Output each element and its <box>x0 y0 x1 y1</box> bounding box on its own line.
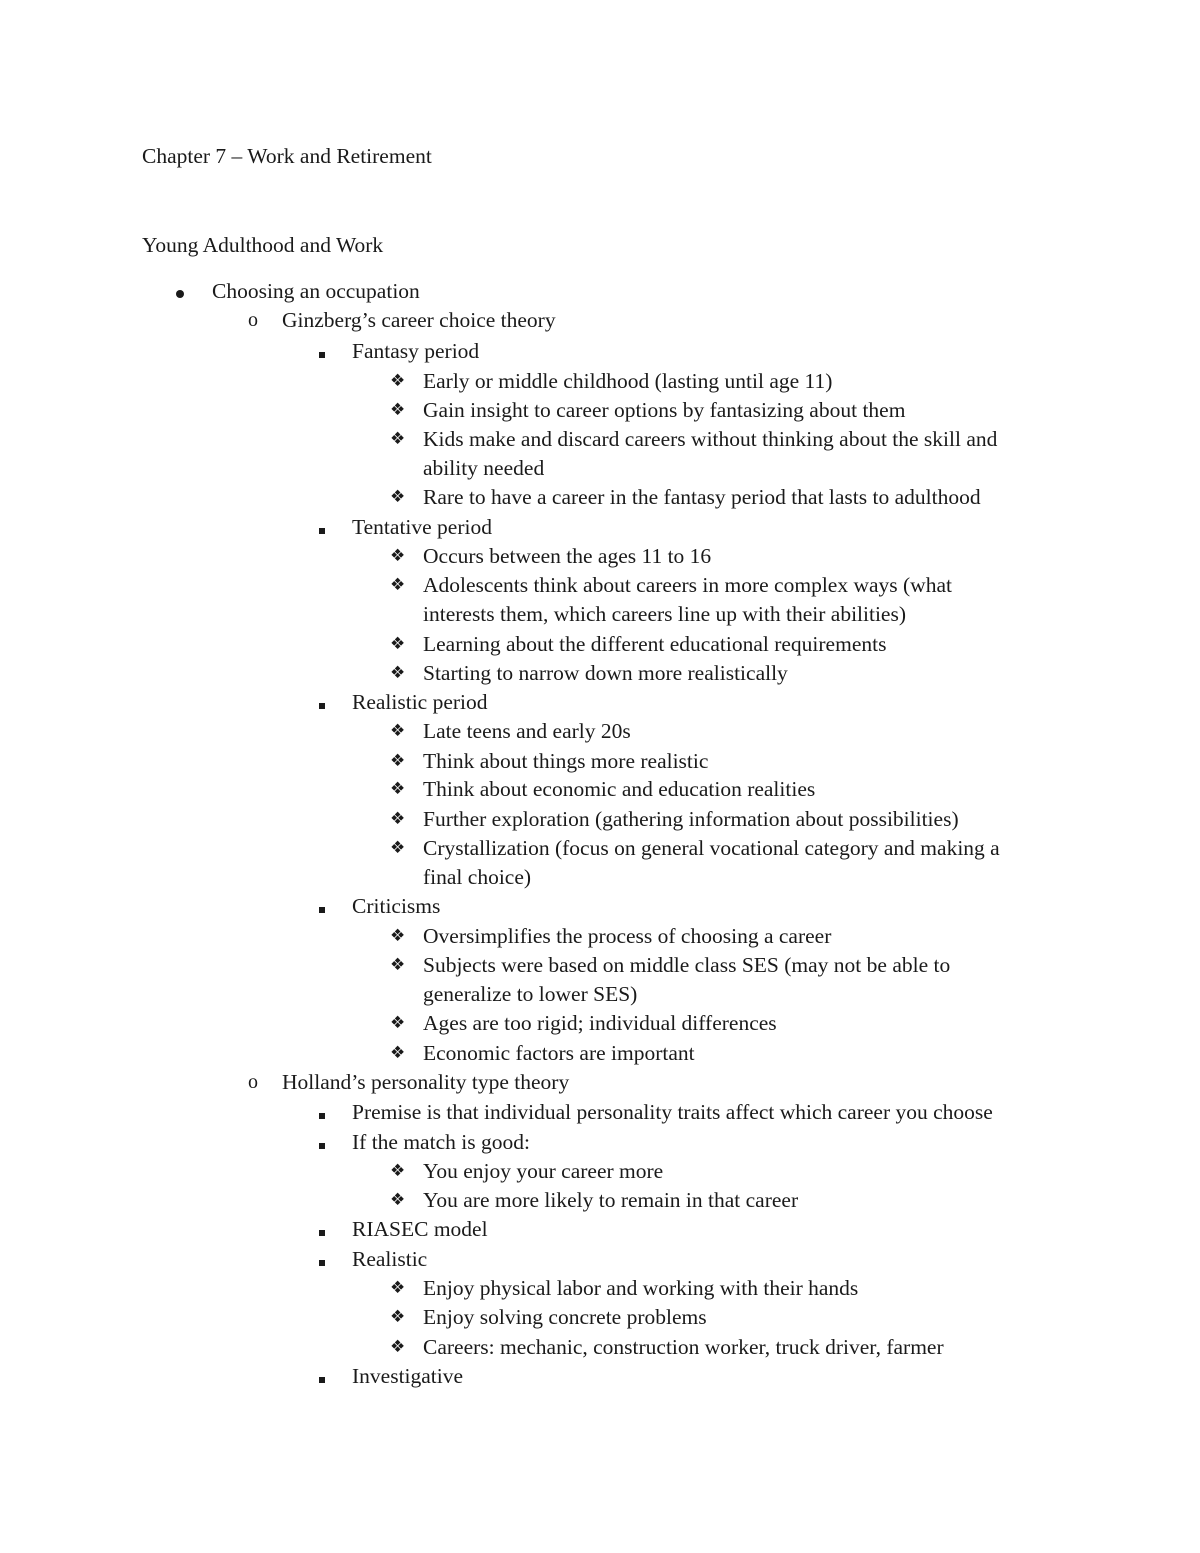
list-item: Enjoy physical labor and working with their hands <box>423 1276 859 1300</box>
list-item-match: If the match is good: <box>352 1130 530 1154</box>
bullet-diamond: ❖ <box>390 575 406 595</box>
bullet-diamond: ❖ <box>390 1013 406 1033</box>
bullet-diamond: ❖ <box>390 546 406 566</box>
list-item: Kids make and discard careers without thinking about the skill and <box>423 427 998 451</box>
document-title: Chapter 7 – Work and Retirement <box>142 144 432 168</box>
bullet-square <box>319 687 325 717</box>
bullet-square <box>319 1097 325 1127</box>
bullet-diamond: ❖ <box>390 634 406 654</box>
bullet-square <box>319 336 325 366</box>
list-item: Subjects were based on middle class SES (may not be able to <box>423 953 951 977</box>
list-item-premise: Premise is that individual personality traits affect which career you choose <box>352 1100 993 1124</box>
list-item: Think about economic and education realities <box>423 777 816 801</box>
section-heading: Young Adulthood and Work <box>142 233 384 257</box>
bullet-dot <box>176 276 184 306</box>
bullet-diamond: ❖ <box>390 1337 406 1357</box>
bullet-circle: o <box>248 1071 258 1093</box>
list-item: Enjoy solving concrete problems <box>423 1305 707 1329</box>
list-item: Think about things more realistic <box>423 749 709 773</box>
bullet-diamond: ❖ <box>390 400 406 420</box>
bullet-diamond: ❖ <box>390 487 406 507</box>
list-item: Adolescents think about careers in more complex ways (what <box>423 573 952 597</box>
list-item: Economic factors are important <box>423 1041 695 1065</box>
bullet-diamond: ❖ <box>390 955 406 975</box>
list-item-realistic-period: Realistic period <box>352 690 488 714</box>
bullet-diamond: ❖ <box>390 779 406 799</box>
bullet-diamond: ❖ <box>390 1307 406 1327</box>
list-item-tentative-period: Tentative period <box>352 515 492 539</box>
list-item-continuation: final choice) <box>423 865 532 889</box>
bullet-diamond: ❖ <box>390 926 406 946</box>
list-item: Crystallization (focus on general vocational category and making a <box>423 836 1000 860</box>
bullet-diamond: ❖ <box>390 371 406 391</box>
list-item: Learning about the different educational requirements <box>423 632 887 656</box>
list-item-continuation: interests them, which careers line up with their abilities) <box>423 602 907 626</box>
list-item-fantasy-period: Fantasy period <box>352 339 480 363</box>
bullet-diamond: ❖ <box>390 721 406 741</box>
bullet-diamond: ❖ <box>390 1161 406 1181</box>
list-item-realistic: Realistic <box>352 1247 428 1271</box>
bullet-diamond: ❖ <box>390 1043 406 1063</box>
list-item: Rare to have a career in the fantasy period that lasts to adulthood <box>423 485 981 509</box>
list-item-riasec: RIASEC model <box>352 1217 488 1241</box>
list-item-investigative: Investigative <box>352 1364 464 1388</box>
list-item-holland: Holland’s personality type theory <box>282 1070 570 1094</box>
bullet-square <box>319 1244 325 1274</box>
bullet-diamond: ❖ <box>390 751 406 771</box>
list-item: Occurs between the ages 11 to 16 <box>423 544 712 568</box>
bullet-diamond: ❖ <box>390 663 406 683</box>
list-item-continuation: generalize to lower SES) <box>423 982 638 1006</box>
list-item: Further exploration (gathering information about possibilities) <box>423 807 959 831</box>
list-item: Gain insight to career options by fantasizing about them <box>423 398 906 422</box>
list-item: Careers: mechanic, construction worker, truck driver, farmer <box>423 1335 944 1359</box>
list-item-ginzberg: Ginzberg’s career choice theory <box>282 308 556 332</box>
bullet-circle: o <box>248 309 258 331</box>
list-item: Late teens and early 20s <box>423 719 631 743</box>
list-item: Ages are too rigid; individual differences <box>423 1011 777 1035</box>
list-item-choosing-occupation: Choosing an occupation <box>212 279 420 303</box>
bullet-square <box>319 1361 325 1391</box>
list-item-continuation: ability needed <box>423 456 545 480</box>
list-item: Oversimplifies the process of choosing a career <box>423 924 832 948</box>
bullet-square <box>319 1214 325 1244</box>
bullet-square <box>319 1127 325 1157</box>
bullet-diamond: ❖ <box>390 429 406 449</box>
list-item: You are more likely to remain in that career <box>423 1188 799 1212</box>
bullet-diamond: ❖ <box>390 809 406 829</box>
list-item: Early or middle childhood (lasting until age 11) <box>423 369 833 393</box>
bullet-square <box>319 512 325 542</box>
list-item: Starting to narrow down more realistically <box>423 661 788 685</box>
list-item-criticisms: Criticisms <box>352 894 441 918</box>
bullet-diamond: ❖ <box>390 1278 406 1298</box>
bullet-diamond: ❖ <box>390 1190 406 1210</box>
bullet-diamond: ❖ <box>390 838 406 858</box>
bullet-square <box>319 891 325 921</box>
list-item: You enjoy your career more <box>423 1159 664 1183</box>
